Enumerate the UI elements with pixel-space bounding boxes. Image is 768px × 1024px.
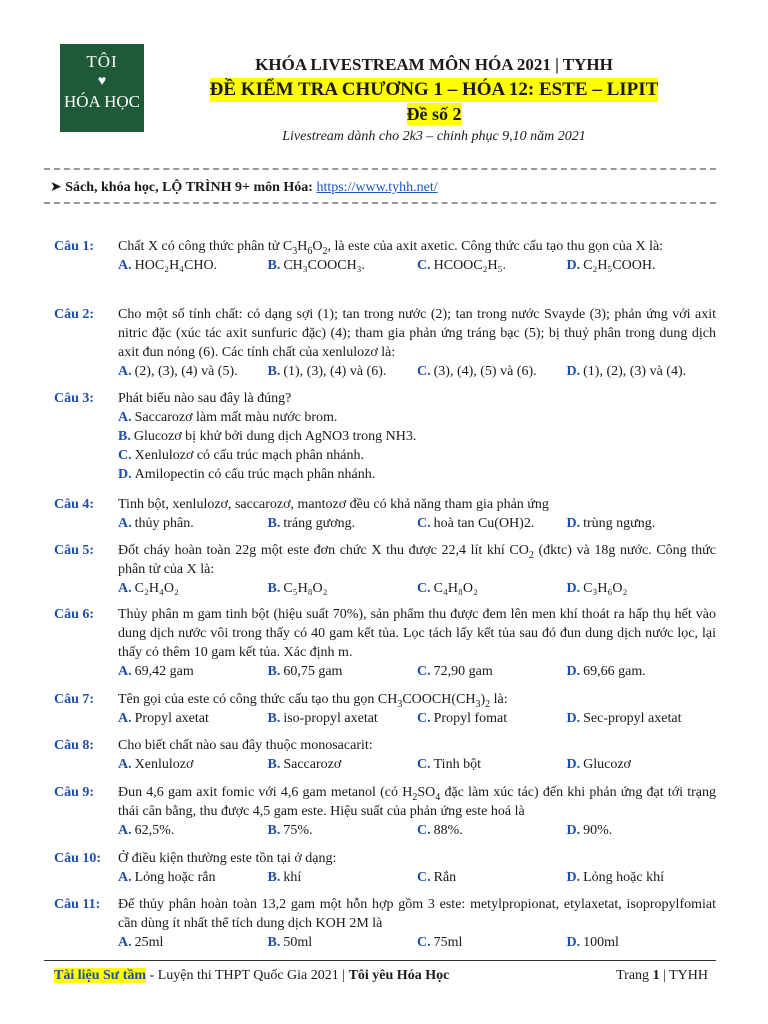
option-c: C. Tinh bột [417, 757, 481, 772]
answer-options [118, 662, 716, 681]
option-d: D. C₃H₆O₂ [566, 581, 628, 596]
question-3 [44, 389, 716, 484]
option-a: A. 25ml [118, 935, 164, 950]
heart-icon: ♥ [97, 74, 107, 89]
option-d: D. (1), (2), (3) và (4). [566, 364, 687, 379]
page-footer [44, 960, 716, 992]
question-label: Câu 9: [54, 785, 95, 800]
option-c: C. C₄H₈O₂ [417, 581, 478, 596]
option-c: C. Rắn [417, 870, 457, 885]
option-a: A. HOC₂H₄CHO. [118, 258, 218, 273]
question-label: Câu 11: [54, 897, 101, 912]
option-d: D. Glucozơ [566, 757, 631, 772]
option-b: B. CH₃COOCH₃. [267, 258, 366, 273]
promo-link[interactable]: https://www.tyhh.net/ [316, 180, 438, 195]
question-text: Ở điều kiện thường este tồn tại ở dạng: [118, 851, 337, 866]
option-a: A. 69,42 gam [118, 664, 194, 679]
question-10 [44, 849, 716, 887]
question-5 [44, 541, 716, 598]
question-text: Cho biết chất nào sau đây thuộc monosacarit: [118, 738, 373, 753]
answer-options [118, 362, 716, 381]
question-text: Cho một số tính chất: có dạng sợi (1); tan trong nước (2); tan trong nước Svayde (3); phản ứng với axit nitric đặc (xúc tác axit sunfuric đặc) (4); tham gia phản ứng tráng bạc (5); bị thuỷ phân trong dung dịch axit đun nóng (6). Các tính chất của xenlulozơ là: [118, 307, 716, 360]
question-label: Câu 2: [54, 307, 95, 322]
option-b: B. 60,75 gam [267, 664, 343, 679]
option-c: C. 88%. [417, 823, 463, 838]
question-text: Tinh bột, xenlulozơ, saccarozơ, mantozơ đều có khả năng tham gia phản ứng [118, 497, 549, 512]
course-title: KHÓA LIVESTREAM MÔN HÓA 2021 | TYHH [255, 55, 613, 74]
option-c: C. Xenlulozơ có cấu trúc mạch phân nhánh. [118, 448, 364, 463]
answer-options [118, 514, 716, 533]
page-number: Trang 1 | TYHH [616, 968, 708, 983]
footer-source: Tài liệu Sư tầm [54, 968, 147, 983]
exam-subtitle: Livestream dành cho 2k3 – chinh phục 9,10 năm 2021 [282, 129, 586, 144]
question-7 [44, 690, 716, 728]
option-a: A. Xenlulozơ [118, 757, 194, 772]
question-text: Tên gọi của este có công thức cấu tạo thu gọn $CH_3COOCH(CH_3)_2$ là: [118, 692, 508, 710]
footer-brand: Tôi yêu Hóa Học [348, 968, 450, 983]
question-text: Đốt cháy hoàn toàn 22g một este đơn chức X thu được 22,4 lít khí $CO_2$ (đktc) và 18g nước. Công thức phân tử của X là: [118, 543, 716, 577]
exam-number: Đề số 2 [406, 104, 462, 124]
option-d: D. 90%. [566, 823, 613, 838]
option-d: D. trùng ngưng. [566, 516, 656, 531]
footer-left [54, 968, 449, 984]
question-label: Câu 10: [54, 851, 102, 866]
option-c: C. (3), (4), (5) và (6). [417, 364, 537, 379]
option-a: A. Propyl axetat [118, 711, 209, 726]
question-label: Câu 6: [54, 607, 95, 622]
option-c: C. 75ml [417, 935, 463, 950]
question-1 [44, 237, 716, 275]
question-text: Phát biểu nào sau đây là đúng? [118, 391, 292, 406]
question-4 [44, 495, 716, 533]
option-d: D. 100ml [566, 935, 619, 950]
option-d: D. 69,66 gam. [566, 664, 646, 679]
option-a: A. 62,5%. [118, 823, 175, 838]
question-label: Câu 5: [54, 543, 95, 558]
option-b: B. iso-propyl axetat [267, 711, 378, 726]
logo-text-top: TÔI [86, 52, 118, 71]
option-b: B. tráng gương. [267, 516, 356, 531]
question-label: Câu 3: [54, 391, 95, 406]
option-a: A. thủy phân. [118, 516, 194, 531]
promo-text: Sách, khóa học, LỘ TRÌNH 9+ môn Hóa: [65, 180, 313, 195]
option-d: D. C₂H₅COOH. [566, 258, 656, 273]
question-9 [44, 783, 716, 840]
logo [60, 44, 144, 132]
promo-banner [44, 168, 716, 204]
option-c: C. hoà tan Cu(OH)2. [417, 516, 535, 531]
answer-options [118, 933, 716, 952]
question-label: Câu 7: [54, 692, 95, 707]
option-b: B. (1), (3), (4) và (6). [267, 364, 387, 379]
document-header [150, 54, 718, 146]
option-a: A. Lỏng hoặc rắn [118, 870, 216, 885]
footer-middle: - Luyện thi THPT Quốc Gia 2021 | [146, 968, 349, 983]
option-b: B. 75%. [267, 823, 313, 838]
option-a: A. Saccarozơ làm mất màu nước brom. [118, 410, 338, 425]
answer-options [118, 709, 716, 728]
option-d: D. Amilopectin có cấu trúc mạch phân nhánh. [118, 467, 376, 482]
answer-options [118, 256, 716, 275]
question-11 [44, 895, 716, 952]
option-d: D. Lỏng hoặc khí [566, 870, 664, 885]
option-b: B. Saccarozơ [267, 757, 342, 772]
option-b: B. Glucozơ bị khử bởi dung dịch AgNO3 trong NH3. [118, 429, 417, 444]
question-text: Đun 4,6 gam axit fomic với 4,6 gam metanol (có $H_2SO_4$ đặc làm xúc tác) đến khi phản ứng đạt tới trạng thái cân bằng, thu được 4,5 gam este. Hiệu suất của phản ứng este hoá là [118, 785, 717, 819]
option-c: C. HCOOC₂H₅. [417, 258, 507, 273]
option-b: B. khí [267, 870, 302, 885]
question-text: Để thủy phân hoàn toàn 13,2 gam một hỗn hợp gồm 3 este: metylpropionat, etylaxetat, isopropylfomiat cần dùng ít nhất thể tích dung dịch KOH 2M là [118, 897, 716, 931]
question-8 [44, 736, 716, 774]
answer-options [118, 821, 716, 840]
option-c: C. Propyl fomat [417, 711, 508, 726]
option-d: D. Sec-propyl axetat [566, 711, 682, 726]
option-b: B. 50ml [267, 935, 313, 950]
question-2 [44, 305, 716, 381]
option-c: C. 72,90 gam [417, 664, 493, 679]
question-label: Câu 4: [54, 497, 95, 512]
question-text: Thủy phân m gam tinh bột (hiệu suất 70%), sản phẩm thu được đem lên men khí thoát ra hấp thụ hết vào dung dịch nước vôi trong thấy có 40 gam kết tủa. Lọc tách lấy kết tủa sau đó đun dung dịch nước lọc, lại thấy có thêm 10 gam kết tủa. Xác định m. [118, 607, 716, 660]
question-text: Chất X có công thức phân tử $C_3H_6O_2$, là este của axit axetic. Công thức cấu tạo thu gọn của X là: [118, 239, 664, 257]
logo-text-bottom: HÓA HỌC [63, 92, 141, 111]
option-b: B. C₅H₈O₂ [267, 581, 328, 596]
arrow-icon: ➤ [50, 180, 62, 195]
option-a: A. C₂H₄O₂ [118, 581, 179, 596]
question-label: Câu 1: [54, 239, 95, 254]
answer-options [118, 868, 716, 887]
answer-options [118, 579, 716, 598]
exam-title: ĐỀ KIỂM TRA CHƯƠNG 1 – HÓA 12: ESTE – LIPIT [209, 79, 659, 100]
question-6 [44, 605, 716, 681]
option-a: A. (2), (3), (4) và (5). [118, 364, 238, 379]
question-label: Câu 8: [54, 738, 95, 753]
answer-options [118, 755, 716, 774]
